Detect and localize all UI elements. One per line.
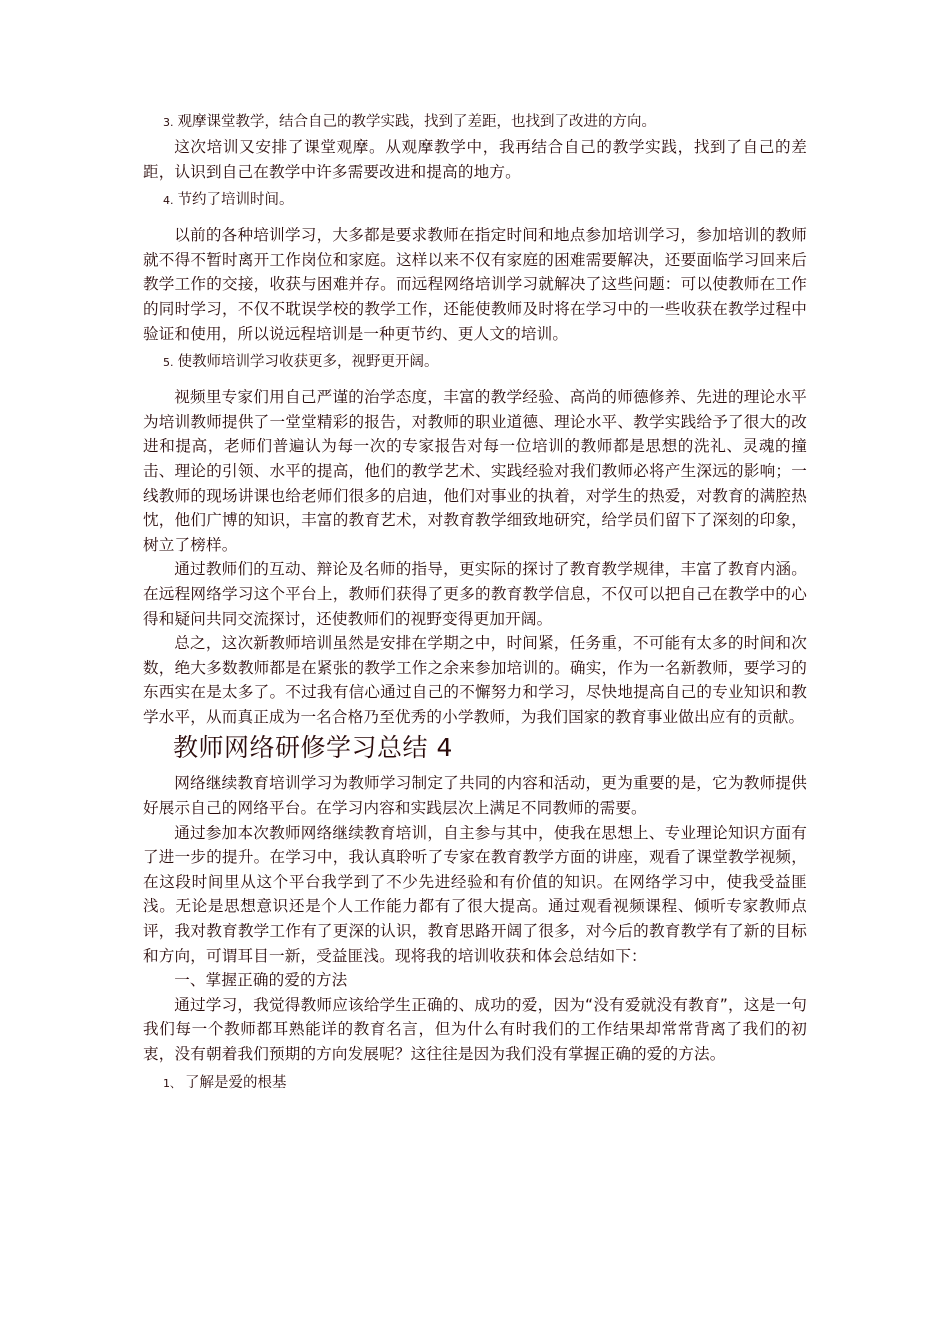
list-item-text: 使教师培训学习收获更多，视野更开阔。 (177, 354, 439, 371)
paragraph: 网络继续教育培训学习为教师学习制定了共同的内容和活动，更为重要的是，它为教师提供好展示自己的网络平台。在学习内容和实践层次上满足不同教师的需要。 (143, 774, 807, 818)
list-item-text: 节约了培训时间。 (177, 192, 294, 209)
list-item-text: 了解是爱的根基 (185, 1074, 287, 1091)
list-number: 4. (163, 194, 174, 208)
list-item-5 (143, 350, 807, 375)
section-heading: 教师网络研修学习总结 4 (173, 733, 453, 763)
list-item-text: 观摩课堂教学，结合自己的教学实践，找到了差距，也找到了改进的方向。 (177, 114, 656, 130)
list-number: 1、 (163, 1076, 181, 1090)
paragraph: 通过学习，我觉得教师应该给学生正确的、成功的爱，因为“没有爱就没有教育”，这是一句我们每一个教师都耳熟能详的教育名言，但为什么有时我们的工作结果却常常背离了我们的初衷，没有朝着我们预期的方向发展呢？这往往是因为我们没有掌握正确的爱的方法。 (143, 995, 807, 1063)
subsection-title: 一、掌握正确的爱的方法 (174, 971, 348, 990)
paragraph: 这次培训又安排了课堂观摩。从观摩教学中，我再结合自己的教学实践，找到了自己的差距，认识到自己在教学中许多需要改进和提高的地方。 (143, 138, 807, 181)
list-number: 3. (163, 116, 174, 129)
list-item-4 (143, 188, 807, 213)
paragraph: 通过参加本次教师网络继续教育培训，自主参与其中，使我在思想上、专业理论知识方面有了进一步的提升。在学习中，我认真聆听了专家在教育教学方面的讲座，观看了课堂教学视频，在这段时间里从这个平台我学到了不少先进经验和有价值的知识。在网络学习中，使我受益匪浅。无论是思想意识还是个人工作能力都有了很大提高。通过观看视频课程、倾听专家教师点评，我对教育教学工作有了更深的认识，教育思路开阔了很多，对今后的教育教学有了新的目标和方向，可谓耳目一新，受益匪浅。现将我的培训收获和体会总结如下： (143, 823, 807, 965)
paragraph: 以前的各种培训学习，大多都是要求教师在指定时间和地点参加培训学习，参加培训的教师就不得不暂时离开工作岗位和家庭。这样以来不仅有家庭的困难需要解决，还要面临学习回来后教学工作的交接，收获与困难并存。而远程网络培训学习就解决了这些问题：可以使教师在工作的同时学习，不仅不耽误学校的教学工作，还能使教师及时将在学习中的一些收获在教学过程中验证和使用，所以说远程培训是一种更节约、更人文的培训。 (143, 226, 807, 343)
list-item-3 (143, 110, 807, 135)
document-page (143, 110, 807, 1096)
paragraph: 总之，这次新教师培训虽然是安排在学期之中，时间紧，任务重，不可能有太多的时间和次数，绝大多数教师都是在紧张的教学工作之余来参加培训的。确实，作为一名新教师，要学习的东西实在是太多了。不过我有信心通过自己的不懈努力和学习，尽快地提高自己的专业知识和教学水平，从而真正成为一名合格乃至优秀的小学教师，为我们国家的教育事业做出应有的贡献。 (143, 634, 807, 726)
list-item-1 (143, 1071, 807, 1096)
paragraph: 通过教师们的互动、辩论及名师的指导，更实际的探讨了教育教学规律，丰富了教育内涵。在远程网络学习这个平台上，教师们获得了更多的教育教学信息，不仅可以把自己在教学中的心得和疑问共同交流探讨，还使教师们的视野变得更加开阔。 (143, 560, 807, 628)
list-number: 5. (163, 356, 174, 370)
paragraph: 视频里专家们用自己严谨的治学态度，丰富的教学经验、高尚的师德修养、先进的理论水平为培训教师提供了一堂堂精彩的报告，对教师的职业道德、理论水平、教学实践给予了很大的改进和提高，老师们普遍认为每一次的专家报告对每一位培训的教师都是思想的洗礼、灵魂的撞击、理论的引领、水平的提高，他们的教学艺术、实践经验对我们教师必将产生深远的影响；一线教师的现场讲课也给老师们很多的启迪，他们对事业的执着，对学生的热爱，对教育的满腔热忱，他们广博的知识，丰富的教育艺术，对教育教学细致地研究，给学员们留下了深刻的印象，树立了榜样。 (143, 388, 807, 554)
